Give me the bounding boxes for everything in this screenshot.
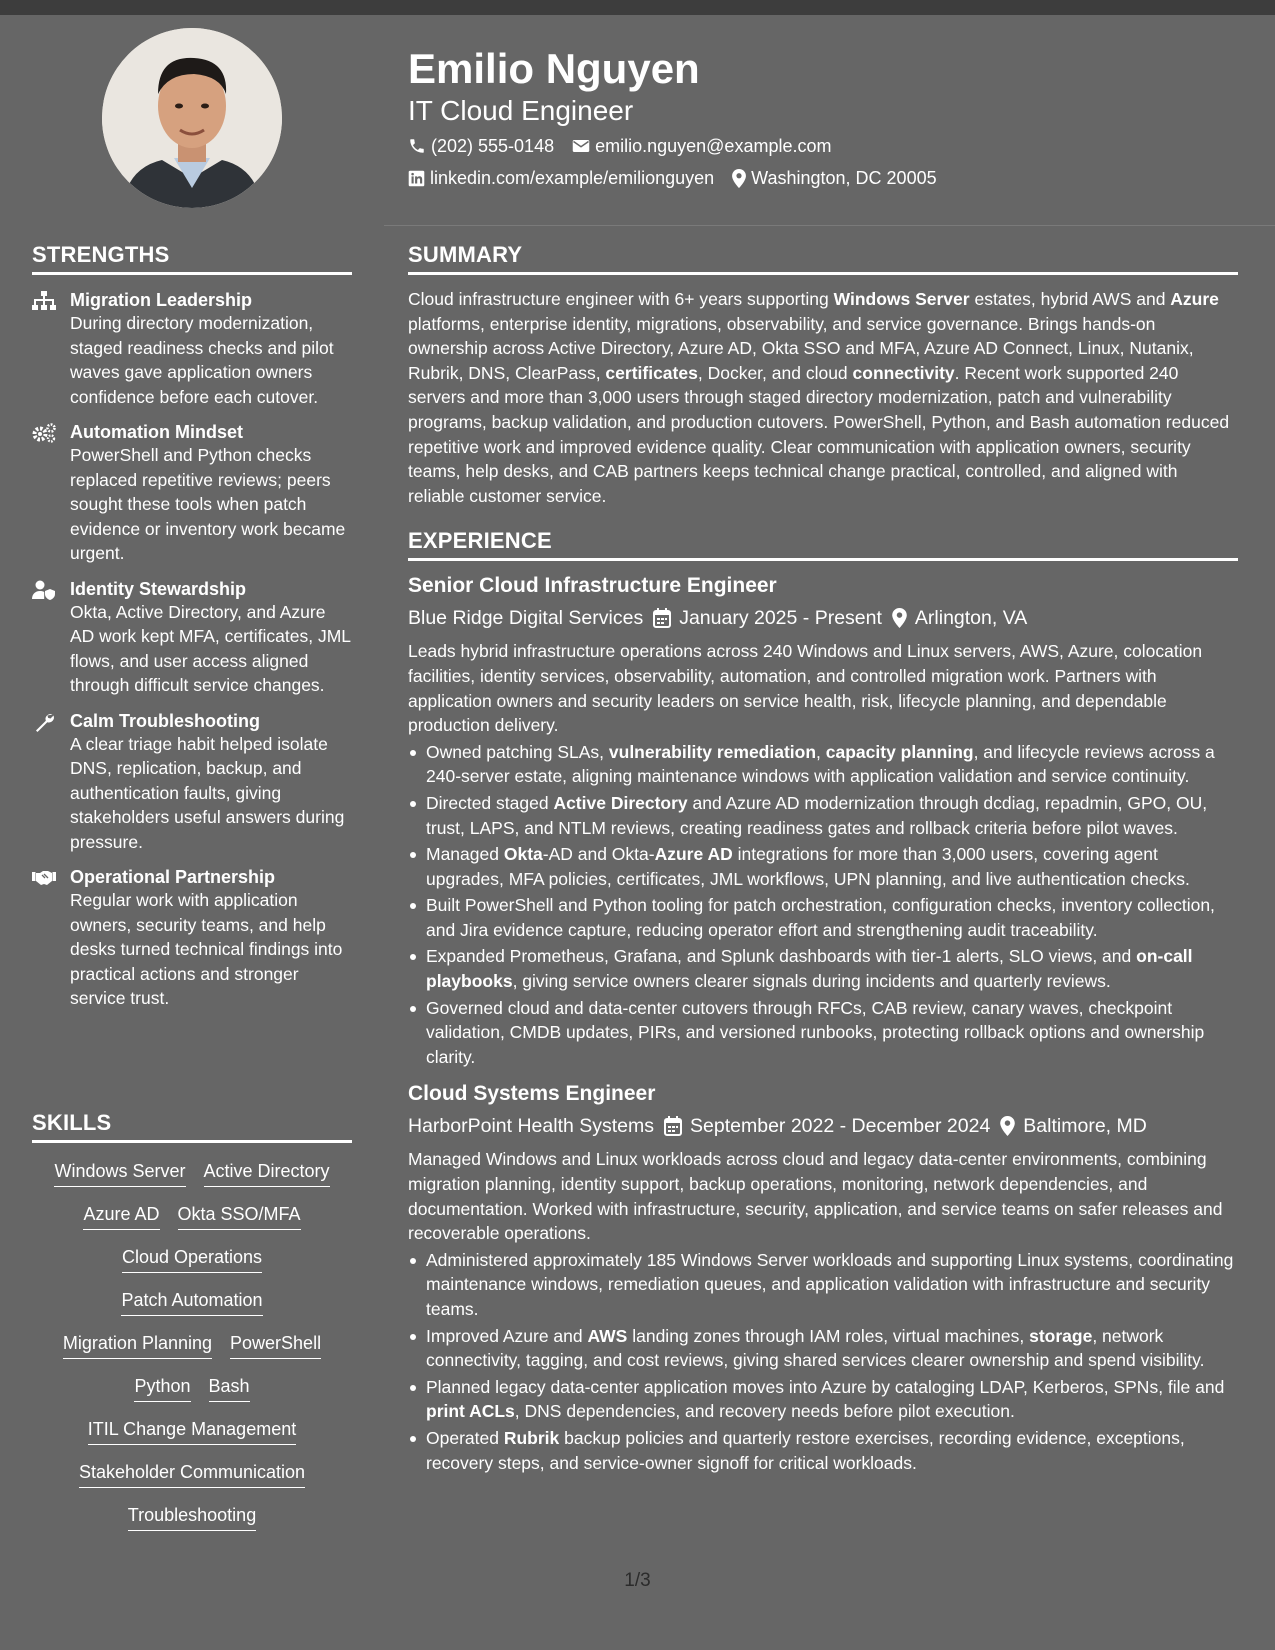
map-pin-icon [892, 608, 907, 628]
skill-row [32, 1288, 352, 1316]
contact-email[interactable] [572, 134, 831, 158]
strength-title: Identity Stewardship [70, 578, 247, 599]
strength-text: During directory modernization, staged readiness checks and pilot waves gave application owners confidence before each cutover. [70, 313, 334, 407]
candidate-role: IT Cloud Engineer [408, 95, 634, 126]
job-bullet: Expanded Prometheus, Grafana, and Splunk dashboards with tier-1 alerts, SLO views, and on-call playbooks, giving service owners clearer signals during incidents and quarterly reviews. [426, 944, 1238, 993]
experience-title: EXPERIENCE [408, 528, 1238, 561]
job-bullet: Planned legacy data-center application moves into Azure by cataloging LDAP, Kerberos, SPNs, file and print ACLs, DNS dependencies, and recovery needs before pilot execution. [426, 1375, 1238, 1424]
location-text: Washington, DC 20005 [751, 168, 937, 188]
bold-keyword: connectivity [852, 362, 955, 383]
strengths-title: STRENGTHS [32, 242, 352, 275]
wrench-icon [32, 712, 56, 732]
skill-row [32, 1417, 352, 1445]
job-entry [408, 573, 1238, 1069]
linkedin-text: linkedin.com/example/emilionguyen [430, 168, 715, 188]
job-meta [408, 1113, 1238, 1139]
bold-keyword: capacity planning [825, 741, 974, 762]
gears-icon [32, 423, 56, 443]
resume-header [408, 44, 1248, 190]
strength-item [32, 866, 352, 1011]
contact-phone[interactable] [408, 134, 554, 158]
job-bullet: Owned patching SLAs, vulnerability remediation, capacity planning, and lifecycle reviews across a 240-server estate, aligning maintenance windows with application validation and service continuity. [426, 740, 1238, 789]
job-company: HarborPoint Health Systems [408, 1115, 655, 1138]
phone-text: (202) 555-0148 [431, 136, 555, 156]
strength-item [32, 421, 352, 566]
skills-list [32, 1159, 352, 1531]
job-dates-text: January 2025 - Present [679, 607, 882, 630]
job-description: Leads hybrid infrastructure operations across 240 Windows and Linux servers, AWS, Azure, colocation facilities, identity services, observability, automation, and controlled migration work. Partners with application owners and security leaders on service health, risk, lifecycle planning, and dependable production delivery. [408, 641, 1203, 736]
strength-item [32, 289, 352, 409]
job-title: Senior Cloud Infrastructure Engineer [408, 574, 777, 598]
top-bar [0, 0, 1275, 15]
job-title: Cloud Systems Engineer [408, 1082, 656, 1106]
job-bullet: Improved Azure and AWS landing zones through IAM roles, virtual machines, storage, network connectivity, tagging, and cost reviews, giving shared services clearer ownership and spend visibility. [426, 1324, 1238, 1373]
job-bullets [408, 1248, 1238, 1475]
strength-title: Operational Partnership [70, 867, 276, 887]
job-bullet: Built PowerShell and Python tooling for patch orchestration, configuration checks, inventory collection, and Jira evidence capture, reducing operator effort and strengthening audit traceability. [426, 893, 1238, 942]
job-dates [664, 1113, 990, 1139]
envelope-icon [572, 138, 590, 154]
user-shield-icon [32, 580, 56, 600]
bold-keyword: on-call playbooks [426, 946, 1193, 992]
skill-tag: PowerShell [230, 1331, 321, 1359]
skill-tag: Stakeholder Communication [79, 1460, 305, 1488]
job-meta [408, 605, 1238, 631]
bold-keyword: print ACLs [426, 1401, 515, 1422]
bold-keyword: Active Directory [553, 792, 688, 813]
strength-title: Migration Leadership [70, 290, 253, 310]
skill-row [32, 1202, 352, 1230]
job-entry [408, 1081, 1238, 1475]
job-location [1000, 1113, 1147, 1139]
strength-item [32, 710, 352, 855]
bold-keyword: certificates [605, 362, 698, 383]
skill-row [32, 1159, 352, 1187]
bold-keyword: Rubrik [503, 1427, 560, 1448]
summary-title: SUMMARY [408, 242, 1238, 275]
strength-item [32, 578, 352, 698]
job-bullet: Managed Okta-AD and Okta-Azure AD integrations for more than 3,000 users, covering agent upgrades, MFA policies, certificates, JML workflows, UPN planning, and live authentication checks. [426, 842, 1238, 891]
skill-tag: ITIL Change Management [88, 1417, 296, 1445]
bold-keyword: storage [1029, 1325, 1093, 1346]
bold-keyword: vulnerability remediation [608, 741, 817, 762]
handshake-icon [32, 868, 56, 888]
job-location-text: Arlington, VA [914, 607, 1028, 630]
job-company: Blue Ridge Digital Services [408, 607, 644, 630]
main-column [408, 242, 1238, 1475]
summary-text: Cloud infrastructure engineer with 6+ years supporting Windows Server estates, hybrid AWS and Azure platforms, enterprise identity, migrations, observability, and service governance. Brings hands-on ownership across Active Directory, Azure AD, Okta SSO and MFA, Azure AD Connect, Linux, Nutanix, Rubrik, DNS, ClearPass, certificates, Docker, and cloud connectivity. Recent work supported 240 servers and more than 3,000 users through staged directory modernization, patch and vulnerability programs, backup validation, and production cutovers. PowerShell, Python, and Bash automation reduced repetitive work and improved evidence quality. Clear communication with application owners, security teams, help desks, and CAB partners keeps technical change practical, controlled, and aligned with reliable customer service. [408, 289, 1230, 506]
sitemap-icon [32, 291, 56, 311]
strength-title: Calm Troubleshooting [70, 710, 261, 731]
bold-keyword: Azure [1170, 289, 1219, 309]
experience-section [408, 528, 1238, 1475]
skill-row [32, 1503, 352, 1531]
page-number: 1/3 [624, 1570, 651, 1591]
calendar-icon [653, 608, 671, 628]
skill-tag: Azure AD [83, 1202, 159, 1230]
strength-text: PowerShell and Python checks replaced repetitive reviews; peers sought these tools when patch evidence or inventory work became urgent. [70, 445, 346, 563]
contact-info [408, 134, 988, 190]
map-pin-icon [732, 169, 746, 188]
bold-keyword: Okta [503, 844, 543, 865]
skills-title: SKILLS [32, 1110, 352, 1143]
linkedin-icon [408, 170, 425, 187]
skill-row [32, 1245, 352, 1273]
skill-tag: Migration Planning [63, 1331, 212, 1359]
bold-keyword: Azure AD [654, 844, 733, 865]
bold-keyword: Windows Server [833, 289, 970, 309]
map-pin-icon [1000, 1116, 1015, 1136]
job-description: Managed Windows and Linux workloads across cloud and legacy data-center environments, combining migration planning, identity support, backup operations, monitoring, network dependencies, and documentation. Worked with infrastructure, security, application, and service teams on safer releases and recoverable operations. [408, 1149, 1223, 1244]
skill-tag: Python [134, 1374, 190, 1402]
profile-photo [102, 28, 282, 208]
skill-tag: Active Directory [204, 1159, 330, 1187]
job-location [892, 605, 1027, 631]
job-bullets [408, 740, 1238, 1070]
skill-tag: Okta SSO/MFA [178, 1202, 301, 1230]
email-text: emilio.nguyen@example.com [595, 136, 832, 156]
header-divider [384, 225, 1275, 226]
skill-tag: Troubleshooting [128, 1503, 256, 1531]
strength-text: A clear triage habit helped isolate DNS, replication, backup, and authentication faults, giving stakeholders useful answers during pressure. [70, 733, 345, 852]
bold-keyword: AWS [587, 1325, 628, 1346]
contact-linkedin[interactable] [408, 166, 714, 190]
job-dates [653, 605, 882, 631]
skill-tag: Patch Automation [121, 1288, 262, 1316]
job-bullet: Governed cloud and data-center cutovers through RFCs, CAB review, canary waves, checkpoint validation, CMDB updates, PIRs, and versioned runbooks, protecting rollback options and ownership clarity. [426, 996, 1238, 1070]
strength-text: Regular work with application owners, security teams, and help desks turned technical findings into practical actions and stronger service trust. [70, 890, 343, 1008]
strengths-section [32, 242, 352, 1011]
skill-row [32, 1374, 352, 1402]
strength-text: Okta, Active Directory, and Azure AD work kept MFA, certificates, JML flows, and user access aligned through difficult service changes. [70, 601, 351, 695]
skill-row [32, 1460, 352, 1488]
calendar-icon [664, 1116, 682, 1136]
phone-icon [408, 137, 426, 155]
skill-tag: Windows Server [54, 1159, 185, 1187]
job-bullet: Directed staged Active Directory and Azure AD modernization through dcdiag, repadmin, GPO, OU, trust, LAPS, and NTLM reviews, creating readiness gates and rollback criteria before pilot waves. [426, 791, 1238, 840]
strength-title: Automation Mindset [70, 422, 243, 442]
job-bullet: Administered approximately 185 Windows Server workloads and supporting Linux systems, coordinating maintenance windows, remediation queues, and application validation with infrastructure and security teams. [426, 1248, 1238, 1322]
skill-tag: Bash [209, 1374, 250, 1402]
candidate-name: Emilio Nguyen [408, 45, 700, 92]
skill-row [32, 1331, 352, 1359]
contact-location [732, 166, 936, 190]
job-bullet: Operated Rubrik backup policies and quarterly restore exercises, recording evidence, exceptions, recovery steps, and service-owner signoff for critical workloads. [426, 1426, 1238, 1475]
skills-section [32, 1110, 352, 1531]
job-dates-text: September 2022 - December 2024 [690, 1115, 991, 1138]
job-location-text: Baltimore, MD [1023, 1115, 1147, 1138]
skill-tag: Cloud Operations [122, 1245, 262, 1273]
